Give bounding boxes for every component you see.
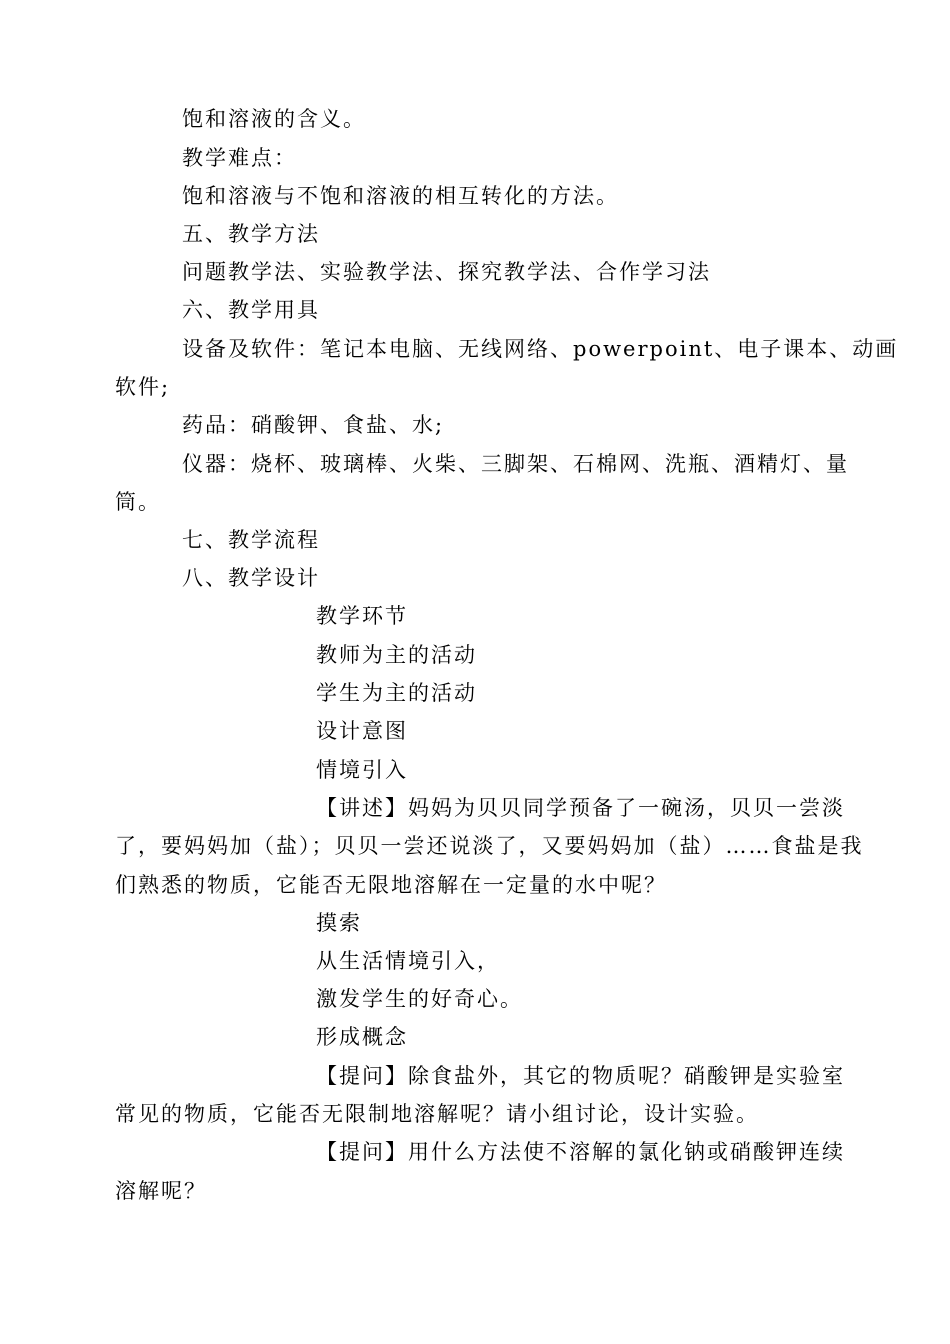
text-line: 饱和溶液的含义。 [182,107,366,131]
table-cell-text: 设计意图 [316,719,408,743]
text-line: 【提问】用什么方法使不溶解的氯化钠或硝酸钾连续 [316,1140,845,1164]
text-line: 药品：硝酸钾、食盐、水; [182,413,445,437]
text-line: 溶解呢？ [115,1179,207,1203]
table-cell-text: 激发学生的好奇心。 [316,987,523,1011]
text-line: 筒。 [115,490,161,514]
text-line: 教学难点： [182,146,297,170]
text-line: 软件; [115,375,171,399]
section-heading: 七、教学流程 [182,528,320,552]
table-cell-text: 从生活情境引入， [316,949,500,973]
text-line: 常见的物质，它能否无限制地溶解呢？请小组讨论，设计实验。 [115,1102,759,1126]
table-cell-text: 学生为主的活动 [316,681,477,705]
table-cell-text: 情境引入 [316,758,408,782]
text-line: 仪器：烧杯、玻璃棒、火柴、三脚架、石棉网、洗瓶、酒精灯、量 [182,452,849,476]
section-heading: 六、教学用具 [182,298,320,322]
table-cell-text: 教学环节 [316,604,408,628]
text-line: 了，要妈妈加（盐）；贝贝一尝还说淡了，又要妈妈加（盐）……食盐是我 [115,834,864,858]
section-heading: 八、教学设计 [182,566,320,590]
table-cell-text: 摸索 [316,911,362,935]
text-line: 们熟悉的物质，它能否无限地溶解在一定量的水中呢？ [115,873,667,897]
text-line: 饱和溶液与不饱和溶液的相互转化的方法。 [182,184,619,208]
text-line: 【讲述】妈妈为贝贝同学预备了一碗汤，贝贝一尝淡 [316,796,845,820]
text-line: 设备及软件：笔记本电脑、无线网络、powerpoint、电子课本、动画 [182,337,899,361]
table-cell-text: 教师为主的活动 [316,643,477,667]
section-heading: 五、教学方法 [182,222,320,246]
text-line: 【提问】除食盐外，其它的物质呢？硝酸钾是实验室 [316,1064,845,1088]
text-line: 问题教学法、实验教学法、探究教学法、合作学习法 [182,260,711,284]
table-cell-text: 形成概念 [316,1025,408,1049]
